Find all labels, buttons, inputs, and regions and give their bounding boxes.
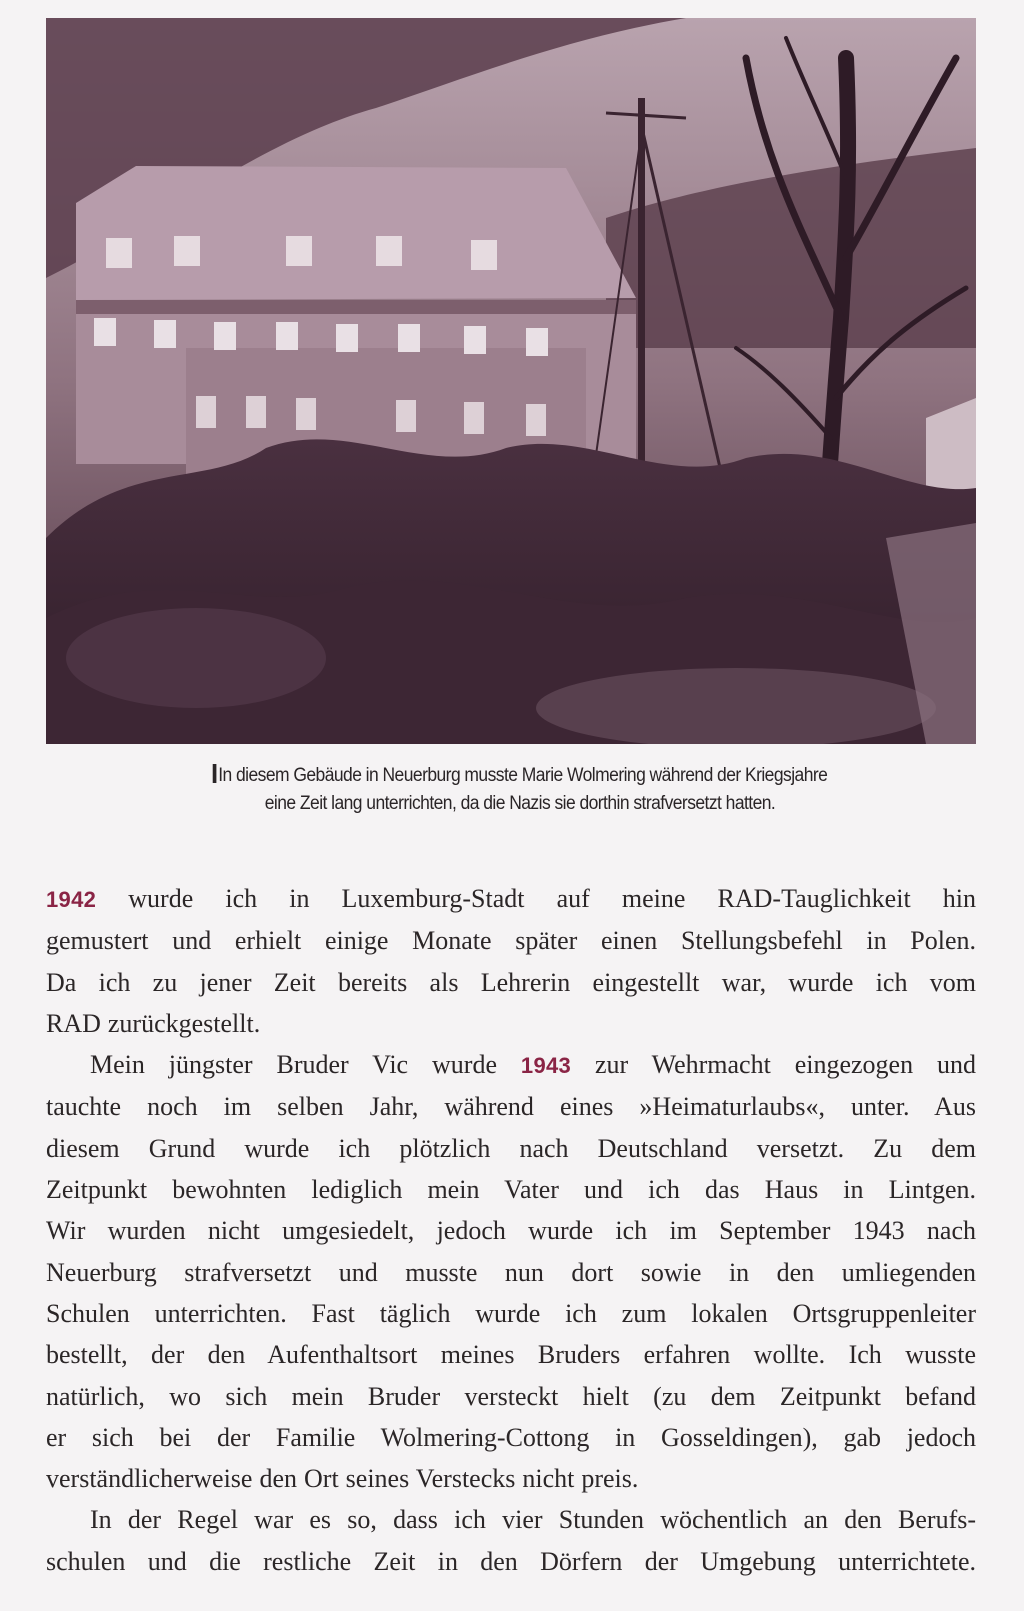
paragraph-1-line-4: RAD zurückgestellt. [46,1008,261,1038]
paragraph-2-line-8: bestellt, der den Aufenthaltsort meines Bruders erfahren wollte. Ich wusste [46,1340,976,1370]
paragraph-2-line-7: Schulen unterrichten. Fast täglich wurde ich zum lokalen Ortsgruppenleiter [46,1298,976,1328]
building-photo [46,18,976,744]
paragraph-1-line-1 [46,878,976,920]
paragraph-2 [46,1044,976,1499]
body-text [46,878,976,1582]
paragraph-1-line-3: Da ich zu jener Zeit bereits als Lehrerin eingestellt war, wurde ich vom [46,967,976,997]
paragraph-2-line-2: tauchte noch im selben Jahr, während eines »Heimaturlaubs«, unter. Aus [46,1092,976,1122]
paragraph-1 [46,878,976,1044]
paragraph-2-line-5: Wir wurden nicht umgesiedelt, jedoch wurde ich im September 1943 nach [46,1216,976,1246]
paragraph-2-line-6: Neuerburg strafversetzt und musste nun dort sowie in den umliegenden [46,1257,976,1287]
caption-marker [213,764,217,783]
paragraph-2-text-post: zur Wehrmacht eingezogen und [571,1050,977,1080]
photo-illustration [46,18,976,744]
paragraph-2-line-10: er sich bei der Familie Wolmering-Cottong in Gosseldingen), gab jedoch [46,1422,976,1452]
paragraph-2-line-3: diesem Grund wurde ich plötzlich nach Deutschland versetzt. Zu dem [46,1133,976,1163]
caption-text-1: In diesem Gebäude in Neuerburg musste Marie Wolmering während der Kriegsjahre [218,765,828,786]
paragraph-2-line-11: verständlicherweise den Ort seines Verstecks nicht preis. [46,1464,639,1494]
paragraph-2-text-pre: Mein jüngster Bruder Vic wurde [90,1050,521,1080]
year-1943: 1943 [520,1053,572,1079]
paragraph-1-text: wurde ich in Luxemburg-Stadt auf meine RAD-Tauglichkeit hin [96,884,976,913]
caption-line-2: eine Zeit lang unterrichten, da die Nazis sie dorthin strafversetzt hatten. [264,793,776,814]
paragraph-1-line-2: gemustert und erhielt einige Monate später einen Stellungsbefehl in Polen. [46,926,976,956]
paragraph-3-line-1: In der Regel war es so, dass ich vier Stunden wöchentlich an den Berufs- [90,1505,976,1535]
paragraph-3-line-2: schulen und die restliche Zeit in den Dörfern der Umgebung unterrichtete. [46,1546,976,1576]
photo-caption [100,762,940,818]
paragraph-2-line-1 [46,1044,976,1086]
paragraph-3 [46,1499,976,1582]
paragraph-2-line-4: Zeitpunkt bewohnten lediglich mein Vater und ich das Haus in Lintgen. [46,1175,976,1205]
caption-line-1 [134,762,907,790]
year-1942: 1942 [46,887,97,912]
paragraph-2-line-9: natürlich, wo sich mein Bruder versteckt hielt (zu dem Zeitpunkt befand [46,1381,976,1411]
